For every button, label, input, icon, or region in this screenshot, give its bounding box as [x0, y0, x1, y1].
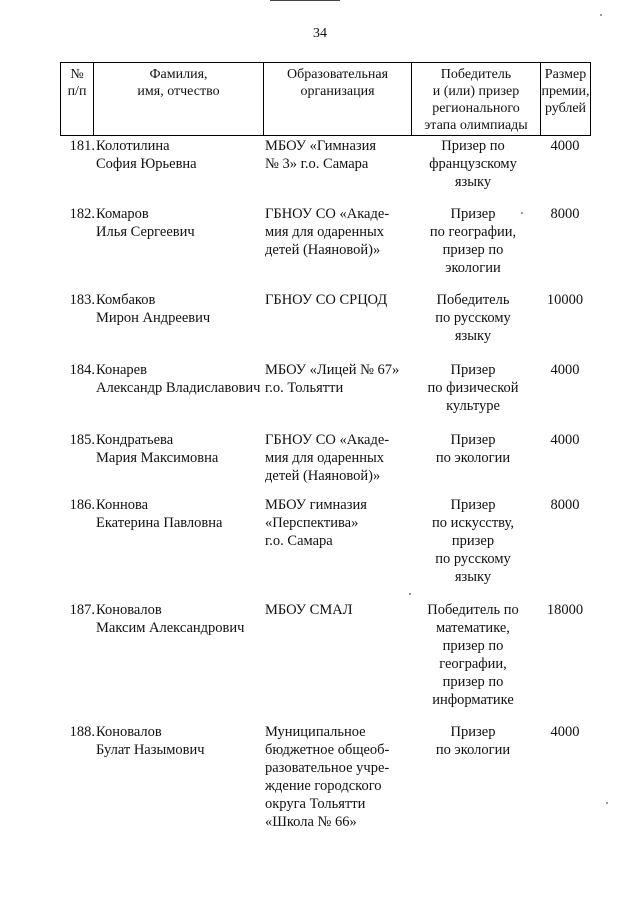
award-line: по русскому [435, 310, 511, 326]
name-line: Коновалов [96, 724, 162, 740]
award-line: по экологии [435, 450, 511, 466]
org-line: МБОУ «Лицей № 67» [265, 362, 400, 378]
student-name [96, 361, 266, 397]
award-line: Призер [450, 724, 496, 740]
organization [265, 205, 407, 259]
prize-amount: 4000 [550, 138, 580, 154]
header-award-line: Победитель [440, 67, 512, 82]
org-line: ждение городского [265, 778, 382, 794]
org-line: бюджетное общеоб- [265, 742, 390, 758]
award-line: экологии [445, 260, 501, 276]
org-line: ГБНОУ СО «Акаде- [265, 206, 390, 222]
name-line: Булат Назымович [96, 742, 205, 758]
header-prize-line: Размер [544, 67, 587, 82]
award [412, 137, 534, 191]
header-prize-line: премии, [541, 84, 590, 99]
student-name [96, 723, 266, 759]
award-line: Призер [450, 432, 496, 448]
prize-amount: 8000 [550, 206, 580, 222]
name-line: Комбаков [96, 292, 156, 308]
name-line: Мирон Андреевич [96, 310, 211, 326]
row-number: 187. [69, 602, 95, 618]
top-rule [270, 0, 340, 1]
header-award [411, 63, 540, 135]
student-name [96, 496, 266, 532]
organization [265, 496, 407, 550]
award [412, 496, 534, 586]
award-line: Победитель [436, 292, 510, 308]
row-number: 188. [69, 724, 95, 740]
header-num-line: № [70, 67, 84, 82]
prize-amount: 8000 [550, 497, 580, 513]
award-line: Призер [450, 362, 496, 378]
award [412, 361, 534, 415]
award-line: призер по [442, 638, 504, 654]
organization [265, 361, 407, 397]
page-number: 34 [313, 26, 327, 41]
award-line: по русскому [435, 551, 511, 567]
name-line: Александр Владиславович [96, 380, 261, 396]
award [412, 291, 534, 345]
award-line: языку [454, 569, 492, 585]
header-name-line: Фамилия, [149, 67, 208, 82]
header-org-line: Образовательная [286, 67, 389, 82]
prize-amount: 10000 [546, 292, 584, 308]
award-line: Призер [450, 206, 496, 222]
prize-amount: 4000 [550, 724, 580, 740]
header-name [93, 63, 263, 135]
award-line: Призер по [441, 138, 505, 154]
student-name [96, 291, 266, 327]
organization [265, 601, 407, 619]
header-num [60, 63, 93, 135]
award-line: французскому [429, 156, 517, 172]
award-line: языку [454, 328, 492, 344]
row-number: 186. [69, 497, 95, 513]
org-line: детей (Наяновой)» [265, 468, 381, 484]
award-line: математике, [436, 620, 510, 636]
header-name-line: имя, отчество [137, 84, 220, 99]
org-line: ГБНОУ СО СРЦОД [265, 292, 388, 308]
org-line: МБОУ «Гимназия [265, 138, 377, 154]
name-line: Конарев [96, 362, 147, 378]
name-line: Максим Александрович [96, 620, 245, 636]
header-prize-line: рублей [544, 101, 587, 116]
org-line: ГБНОУ СО «Акаде- [265, 432, 390, 448]
scan-speck [409, 593, 411, 595]
student-name [96, 137, 266, 173]
prize-amount: 4000 [550, 362, 580, 378]
name-line: Илья Сергеевич [96, 224, 195, 240]
prize-amount: 4000 [550, 432, 580, 448]
student-name [96, 601, 266, 637]
organization [265, 137, 407, 173]
award-line: по географии, [429, 224, 517, 240]
org-line: Муниципальное [265, 724, 366, 740]
org-line: детей (Наяновой)» [265, 242, 381, 258]
row-number: 185. [69, 432, 95, 448]
award-line: географии, [439, 656, 507, 672]
row-number: 181. [69, 138, 95, 154]
name-line: Мария Максимовна [96, 450, 219, 466]
org-line: «Школа № 66» [265, 814, 357, 830]
award [412, 205, 534, 277]
name-line: Колотилина [96, 138, 170, 154]
table-header [60, 62, 591, 136]
award-line: культуре [446, 398, 500, 414]
org-line: мия для одаренных [265, 450, 384, 466]
header-award-line: и (или) призер [432, 84, 520, 99]
award-line: языку [454, 174, 492, 190]
scan-speck [600, 14, 602, 16]
name-line: София Юрьевна [96, 156, 197, 172]
name-line: Кондратьева [96, 432, 174, 448]
header-org-line: организация [300, 84, 375, 99]
org-line: округа Тольятти [265, 796, 366, 812]
org-line: № 3» г.о. Самара [265, 156, 369, 172]
award [412, 723, 534, 759]
name-line: Комаров [96, 206, 149, 222]
student-name [96, 431, 266, 467]
award-line: призер [451, 533, 495, 549]
row-number: 182. [69, 206, 95, 222]
name-line: Екатерина Павловна [96, 515, 223, 531]
org-line: «Перспектива» [265, 515, 359, 531]
award [412, 431, 534, 467]
org-line: г.о. Самара [265, 533, 333, 549]
header-prize [540, 63, 591, 135]
scan-speck [606, 802, 608, 804]
organization [265, 723, 407, 831]
award-line: призер по [442, 674, 504, 690]
organization [265, 291, 407, 309]
org-line: МБОУ СМАЛ [265, 602, 353, 618]
award [412, 601, 534, 709]
award-line: по экологии [435, 742, 511, 758]
award-line: Победитель по [427, 602, 519, 618]
student-name [96, 205, 266, 241]
org-line: г.о. Тольятти [265, 380, 344, 396]
header-num-line: п/п [67, 84, 87, 99]
award-line: по искусству, [432, 515, 514, 531]
header-award-line: регионального [432, 101, 520, 116]
org-line: мия для одаренных [265, 224, 384, 240]
award-line: призер по [442, 242, 504, 258]
row-number: 184. [69, 362, 95, 378]
header-award-line: этапа олимпиады [424, 118, 528, 133]
scan-speck [521, 212, 523, 214]
award-line: информатике [432, 692, 514, 708]
name-line: Коновалов [96, 602, 162, 618]
award-line: Призер [450, 497, 496, 513]
award-line: по физической [427, 380, 519, 396]
org-line: МБОУ гимназия [265, 497, 367, 513]
row-number: 183. [69, 292, 95, 308]
name-line: Коннова [96, 497, 149, 513]
prize-amount: 18000 [546, 602, 584, 618]
org-line: разовательное учре- [265, 760, 390, 776]
organization [265, 431, 407, 485]
header-org [263, 63, 411, 135]
